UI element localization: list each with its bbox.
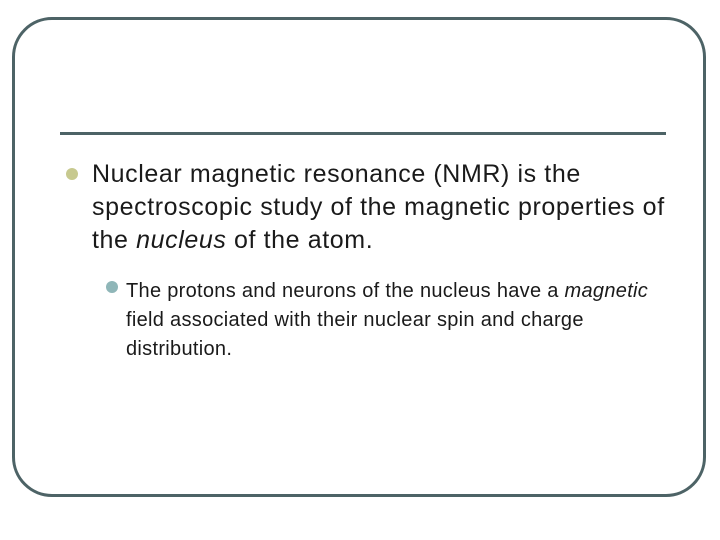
sub-bullet-emphasis: magnetic (564, 280, 649, 302)
main-bullet-emphasis: nucleus (136, 226, 227, 254)
slide-frame (12, 17, 706, 497)
bullet-dot-icon (66, 168, 78, 180)
sub-bullet-text-end: field associated with their nuclear spin and charge distribution. (126, 309, 584, 360)
sub-bullet-text-start: The protons and neurons of the nucleus have a (126, 280, 565, 302)
sub-bullet-text (126, 277, 676, 364)
main-bullet-text-end: of the atom. (226, 226, 374, 254)
title-divider-line (60, 132, 666, 135)
main-bullet-text (92, 158, 672, 257)
sub-bullet-dot-icon (106, 281, 118, 293)
main-bullet-text-start: Nuclear magnetic resonance (NMR) is the spectroscopic study of the magnetic properties of the (92, 160, 665, 254)
